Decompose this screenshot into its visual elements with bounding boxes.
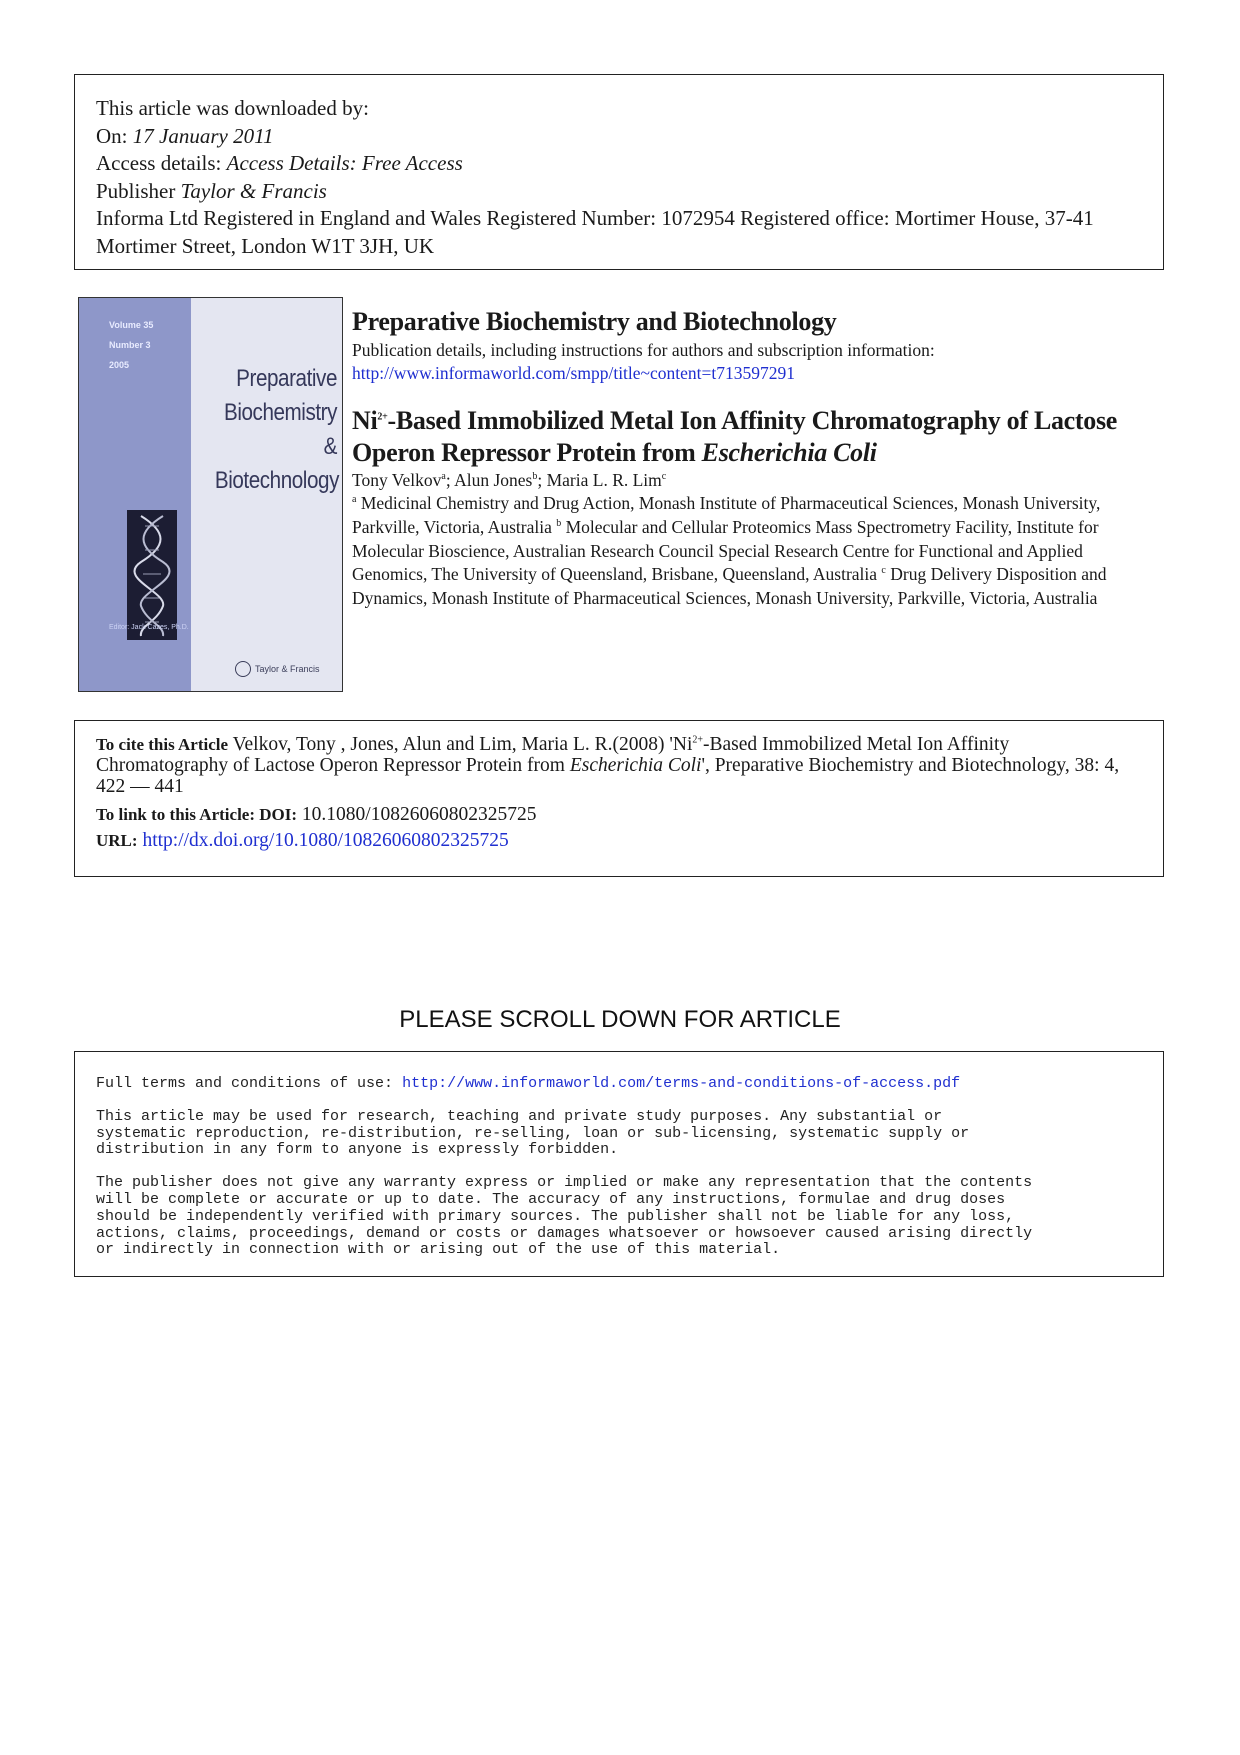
cover-year: 2005 [109,360,130,370]
affiliation-mark: b [556,517,562,529]
cover-editor: Editor: Jack Cazes, Ph.D. [109,624,189,631]
terms-line [96,1076,1143,1093]
access-label: Access details: [96,151,222,175]
access-details-line [96,150,1143,178]
journal-cover-image [78,297,343,692]
journal-title: Preparative Biochemistry and Biotechnology [352,307,837,336]
publisher-logo-icon [235,661,251,677]
terms-paragraph-disclaimer: The publisher does not give any warranty express or implied or make any representation that the contents will be complete or accurate or up to date. The accuracy of any instructions, formulae and drug doses should be independently verified with primary sources. The publisher shall not be liable for any loss, actions, claims, proceedings, demand or costs or damages whatsoever or howsoever caused arising directly or indirectly in connection with or arising out of the use of this material. [96,1174,1033,1259]
cover-title-line: Preparative [236,365,337,392]
article-title-superscript: 2+ [377,411,388,423]
author-affiliation-mark: b [532,471,538,483]
publication-details: Publication details, including instructions for authors and subscription information: [352,340,935,360]
cite-label: To cite this Article [96,735,229,754]
article-title-prefix: Ni [352,406,378,435]
citation-title: -Based Immobilized Metal Ion Affinity Chromatography of Lactose Operon Repressor Protein from [96,734,1010,776]
publisher-line [96,178,1143,206]
affiliation-mark: c [881,565,886,577]
citation-superscript: 2+ [692,734,704,746]
scroll-down-notice: PLEASE SCROLL DOWN FOR ARTICLE [399,1006,841,1033]
affiliations [352,492,1152,611]
on-label: On: [96,123,128,148]
publisher-logo [235,661,320,677]
cover-title [215,362,337,498]
cover-title-line: Biotechnology [214,467,339,494]
citation-source: ', Preparative Biochemistry and Biotechnology, 38: 4, 422 — 441 [96,755,1120,797]
publisher-value: Taylor & Francis [180,178,327,203]
cover-title-line: Biochemistry & [224,399,337,460]
terms-box [74,1051,1164,1277]
url-line [96,829,1143,853]
author-name: Tony Velkov [352,470,442,490]
access-value: Access Details: Free Access [226,151,463,175]
affiliation-text: Molecular and Cellular Proteomics Mass Spectrometry Facility, Institute for Molecular Bioscience, Australian Research Council Special Research Centre for Functional and Applied Genomics, The University of Queensland, Brisbane, Queensland, Australia [352,516,1099,585]
doi-url-link[interactable]: http://dx.doi.org/10.1080/10826060802325725 [142,830,509,851]
citation-text [96,734,1143,797]
affiliation-mark: a [352,494,357,506]
citation-authors: Velkov, Tony , Jones, Alun and Lim, Maria L. R.(2008) 'Ni [228,734,693,755]
article-title [352,405,1152,469]
doi-line [96,803,1143,827]
dna-helix-icon [127,510,177,640]
author-list [352,469,1152,492]
publisher-label: Publisher [96,178,176,203]
journal-url-line [352,362,1152,385]
terms-label: Full terms and conditions of use: [96,1075,403,1092]
article-title-main: -Based Immobilized Metal Ion Affinity Chromatography of Lactose Operon Repressor Protein from [352,406,1118,467]
author-affiliation-mark: a [441,471,446,483]
author-name: ; Alun Jones [445,470,533,490]
journal-info [352,305,1152,611]
dna-helix-image [127,510,177,640]
publisher-logo-text: Taylor & Francis [255,664,320,674]
url-label: URL: [96,831,138,850]
terms-url-link[interactable]: http://www.informaworld.com/terms-and-conditions-of-access.pdf [402,1075,961,1092]
download-info-box [74,74,1164,270]
citation-box [74,720,1164,877]
cover-number: Number 3 [109,340,151,350]
affiliation-text: Medicinal Chemistry and Drug Action, Monash Institute of Pharmaceutical Sciences, Monash University, Parkville, Victoria, Australia [352,493,1101,537]
author-name: ; Maria L. R. Lim [537,470,662,490]
download-date: 17 January 2011 [132,123,274,148]
journal-url-link[interactable]: http://www.informaworld.com/smpp/title~content=t713597291 [352,363,796,383]
affiliation-text: Drug Delivery Disposition and Dynamics, Monash Institute of Pharmaceutical Sciences, Monash University, Parkville, Victoria, Australia [352,564,1107,609]
doi-label: To link to this Article: DOI: [96,805,298,824]
article-title-species: Escherichia Coli [701,438,877,467]
doi-value: 10.1080/10826060802325725 [297,804,537,825]
cover-volume: Volume 35 [109,320,154,330]
download-date-line [96,123,1143,151]
terms-paragraph-usage: This article may be used for research, teaching and private study purposes. Any substantial or systematic reproduction, re-distribution, re-selling, loan or sub-licensing, systematic supply or distribution in any form to anyone is expressly forbidden. [96,1107,970,1159]
registration-text: Informa Ltd Registered in England and Wales Registered Number: 1072954 Registered office: Mortimer House, 37-41 Mortimer Street, London W1T 3JH, UK [96,206,1094,258]
citation-species: Escherichia Coli [569,755,702,776]
author-affiliation-mark: c [661,471,667,483]
downloaded-by-line: This article was downloaded by: [96,96,369,120]
